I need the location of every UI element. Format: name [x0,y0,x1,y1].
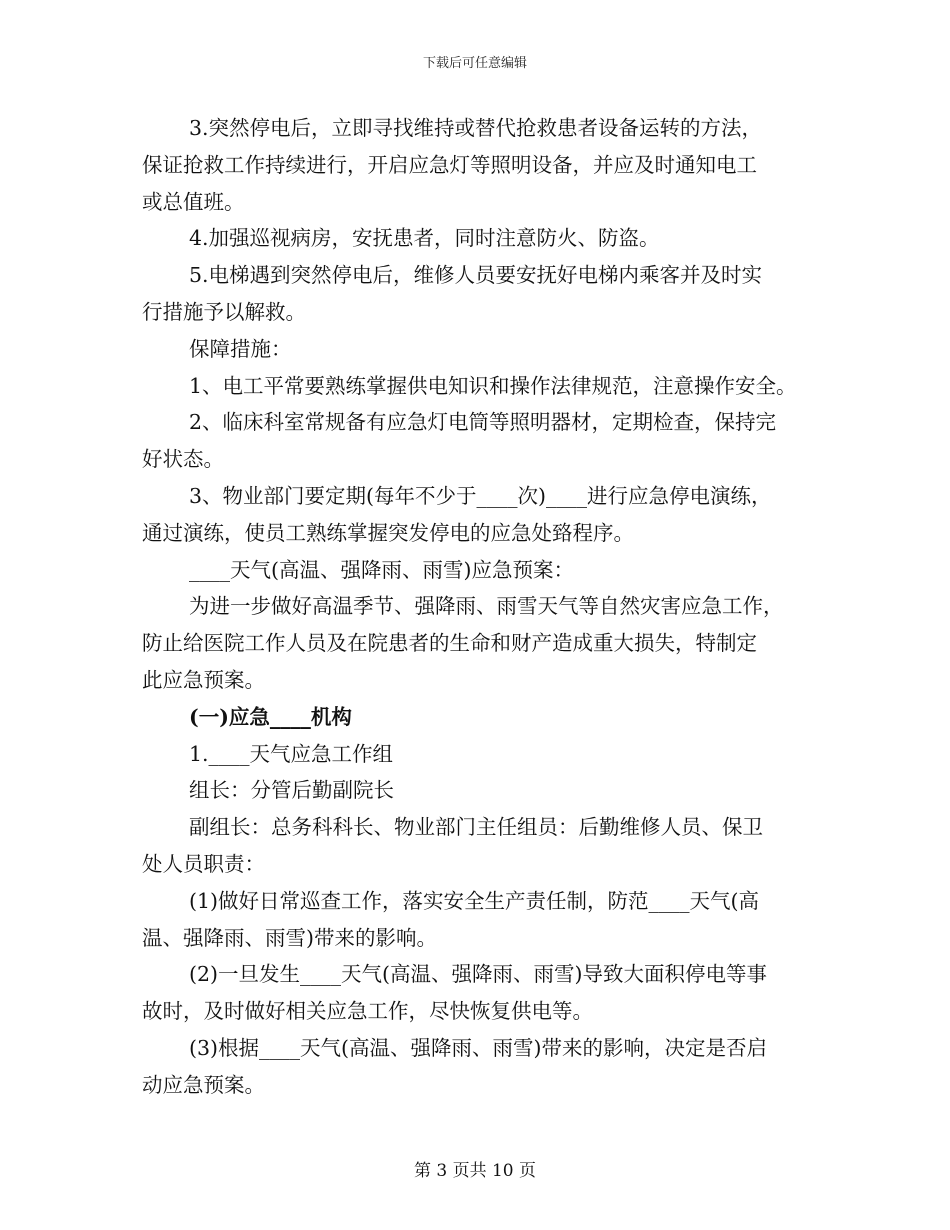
text-line: 1.____天气应急工作组 [189,741,394,766]
text-line: ____天气(高温、强降雨、雨雪)应急预案： [189,557,574,582]
document-body [142,110,812,1104]
text-line: 好状态。 [142,447,224,472]
page-footer: 第 3 页共 10 页 [413,1161,537,1181]
text-line: 故时，及时做好相关应急工作，尽快恢复供电等。 [142,999,593,1024]
text-line: 或总值班。 [142,189,245,214]
text-line: 为进一步做好高温季节、强降雨、雨雪天气等自然灾害应急工作， [189,594,784,619]
text-line: 保障措施： [189,336,292,361]
page-header: 下载后可任意编辑 [422,56,527,71]
text-line: 2、临床科室常规备有应急灯电筒等照明器材，定期检查，保持完 [189,410,777,435]
text-line: 此应急预案。 [142,667,265,692]
text-line: 1、电工平常要熟练掌握供电知识和操作法律规范，注意操作安全。 [189,373,797,398]
text-line: (2)一旦发生____天气(高温、强降雨、雨雪)导致大面积停电等事 [189,962,768,987]
text-line: 温、强降雨、雨雪)带来的影响。 [142,925,437,950]
text-line: 组长：分管后勤副院长 [189,778,394,803]
text-line: 保证抢救工作持续进行，开启应急灯等照明设备，并应及时通知电工 [142,152,757,177]
text-line: 防止给医院工作人员及在院患者的生命和财产造成重大损失，特制定 [142,631,757,656]
text-line: 行措施予以解救。 [142,299,306,324]
text-line: (1)做好日常巡查工作，落实安全生产责任制，防范____天气(高 [189,888,760,913]
text-line: 4.加强巡视病房，安抚患者，同时注意防火、防盗。 [189,226,660,251]
text-line: 5.电梯遇到突然停电后，维修人员要安抚好电梯内乘客并及时实 [189,263,763,288]
text-line: 通过演练，使员工熟练掌握突发停电的应急处臵程序。 [142,520,634,545]
text-line: 3.突然停电后，立即寻找维持或替代抢救患者设备运转的方法， [189,116,763,140]
text-line: 处人员职责： [142,851,265,876]
text-line: 3、物业部门要定期(每年不少于____次)____进行应急停电演练， [189,483,772,508]
text-line: 动应急预案。 [142,1072,265,1097]
text-line: (3)根据____天气(高温、强降雨、雨雪)带来的影响，决定是否启 [189,1035,768,1060]
text-line: 副组长：总务科科长、物业部门主任组员：后勤维修人员、保卫 [189,815,763,840]
text-line: (一)应急____机构 [189,704,352,729]
